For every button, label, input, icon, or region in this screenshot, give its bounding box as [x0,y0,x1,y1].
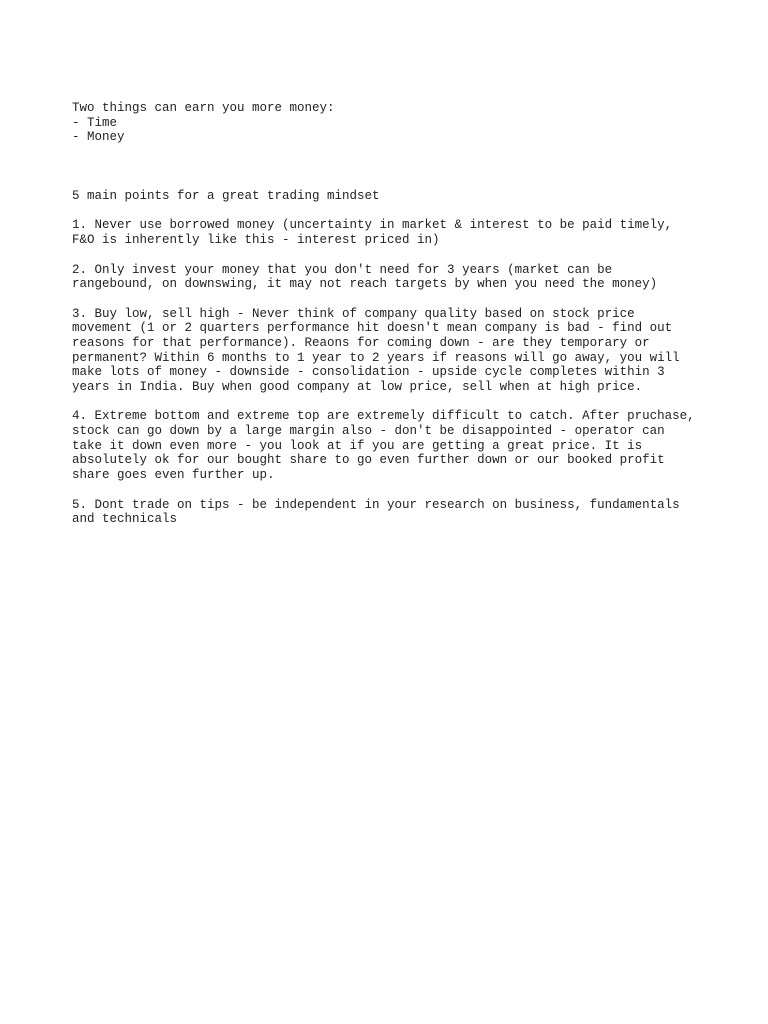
point-line: absolutely ok for our bought share to go even further down or our booked profit [72,453,665,468]
point-line: rangebound, on downswing, it may not reach targets by when you need the money) [72,277,658,292]
spacer [72,248,712,263]
point-line: 3. Buy low, sell high - Never think of company quality based on stock price [72,306,635,321]
point-line: 2. Only invest your money that you don't need for 3 years (market can be [72,262,613,277]
spacer [72,204,712,219]
point-1 [72,218,712,247]
spacer [72,483,712,498]
spacer [72,395,712,410]
section-title: 5 main points for a great trading mindset [72,189,380,204]
point-line: permanent? Within 6 months to 1 year to 2 years if reasons will go away, you will [72,350,680,365]
intro-item-time: - Time [72,115,118,130]
point-line: take it down even more - you look at if you are getting a great price. It is [72,438,643,453]
point-line: stock can go down by a large margin also - don't be disappointed - operator can [72,424,665,439]
intro-heading: Two things can earn you more money: [72,101,335,115]
point-line: and technicals [72,512,178,527]
intro-item-money: - Money [72,130,125,145]
document-body [72,101,712,527]
point-line: F&O is inherently like this - interest priced in) [72,233,440,248]
point-line: make lots of money - downside - consolidation - upside cycle completes within 3 [72,365,665,380]
point-3 [72,307,712,395]
point-line: share goes even further up. [72,468,275,483]
point-4 [72,409,712,482]
point-line: 1. Never use borrowed money (uncertainty in market & interest to be paid timely, [72,218,673,233]
point-2 [72,263,712,292]
point-5 [72,498,712,527]
point-line: years in India. Buy when good company at low price, sell when at high price. [72,380,643,394]
intro-block [72,101,712,145]
point-line: 4. Extreme bottom and extreme top are extremely difficult to catch. After pruchase, [72,409,695,424]
spacer [72,292,712,307]
point-line: movement (1 or 2 quarters performance hit doesn't mean company is bad - find out [72,321,673,336]
spacer [72,145,712,189]
point-line: reasons for that performance). Reaons for coming down - are they temporary or [72,335,650,350]
point-line: 5. Dont trade on tips - be independent in your research on business, fundamentals [72,497,680,512]
